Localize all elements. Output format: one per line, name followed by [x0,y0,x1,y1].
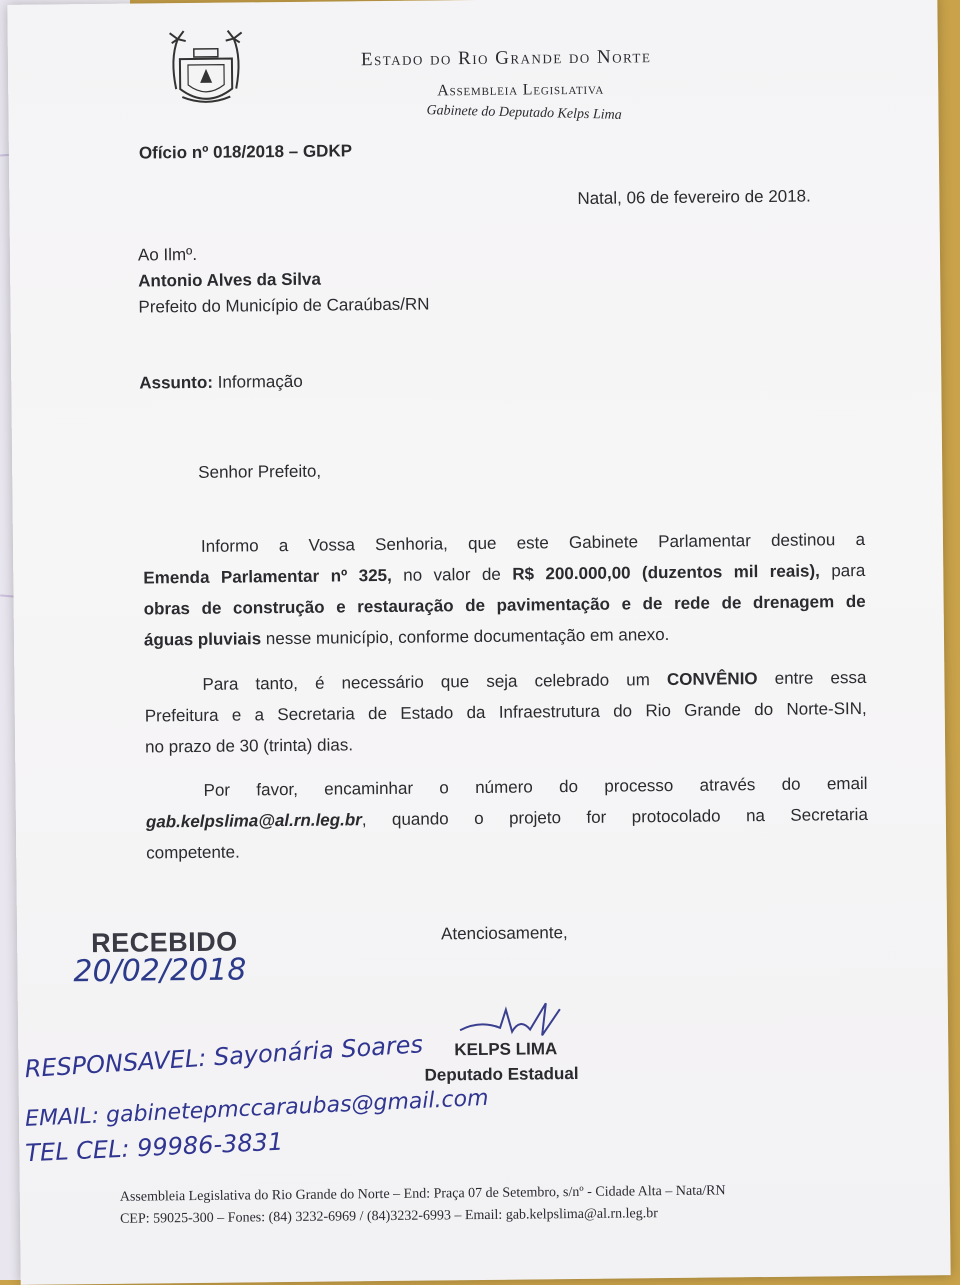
paragraph-2: Para tanto, é necessário que seja celebrado um CONVÊNIO entre essa Prefeitura e a Secretaria de Estado da Infraestrutura do Rio Grande do Norte-SIN, no prazo de 30 (trinta) dias. [144,667,867,757]
date-line: Natal, 06 de fevereiro de 2018. [577,186,811,208]
paragraph-1: Informo a Vossa Senhoria, que este Gabinete Parlamentar destinou a Emenda Parlamentar nº 325, no valor de R$ 200.000,00 (duzentos mil reais), para obras de construção e restauração de pavimentação e de rede de drenagem de águas pluviais nesse município, conforme documentação em anexo. [143,529,866,650]
handwritten-responsavel: RESPONSAVEL: Sayonária Soares [23,1030,424,1084]
letterhead-cabinet: Gabinete do Deputado Kelps Lima [426,103,622,123]
handwritten-email: EMAIL: gabinetepmccaraubas@gmail.com [24,1085,490,1132]
recipient-salutation: Ao Ilmº. [137,244,198,265]
handwritten-phone: TEL CEL: 99986-3831 [24,1127,284,1168]
signer-role: Deputado Estadual [424,1063,579,1085]
footer-contacts: CEP: 59025-300 – Fones: (84) 3232-6969 / (84)3232-6993 – Email: gab.kelpslima@al.rn.leg.br [119,1206,658,1227]
subject-value: Informação [217,371,303,392]
convenio-word: CONVÊNIO [666,669,758,690]
oficio-number: Ofício nº 018/2018 – GDKP [138,141,353,163]
footer-address: Assembleia Legislativa do Rio Grande do Norte – End: Praça 07 de Setembro, s/nº - Cidade Alta – Nata/RN [119,1183,726,1205]
contact-email: gab.kelpslima@al.rn.leg.br [145,810,362,832]
paragraph-3: Por favor, encaminhar o número do processo através do email gab.kelpslima@al.rn.leg.br, quando o projeto for protocolado na Secretaria competente. [145,773,868,863]
closing: Atenciosamente, [440,923,568,944]
subject-label: Assunto: [139,372,214,393]
recipient-name: Antonio Alves da Silva [138,269,321,291]
received-stamp: RECEBIDO [90,926,238,959]
amendment-number: Emenda Parlamentar nº 325, [143,565,392,588]
amount: R$ 200.000,00 (duzentos mil reais), [512,561,820,584]
greeting: Senhor Prefeito, [198,461,322,482]
works-description: obras de construção e restauração de pavimentação e de rede de drenagem de [143,591,866,619]
letterhead-state: Estado do Rio Grande do Norte [360,46,652,71]
received-date: 20/02/2018 [73,952,247,990]
document-page [7,0,950,1285]
signer-name: KELPS LIMA [454,1039,558,1060]
p1-line1: Informo a Vossa Senhoria, que este Gabinete Parlamentar destinou a [200,529,866,556]
signature-icon [450,999,590,1045]
letterhead-assembly: Assembleia Legislativa [437,80,605,100]
state-coat-of-arms-icon [159,18,252,111]
recipient-title: Prefeito do Município de Caraúbas/RN [138,294,430,317]
